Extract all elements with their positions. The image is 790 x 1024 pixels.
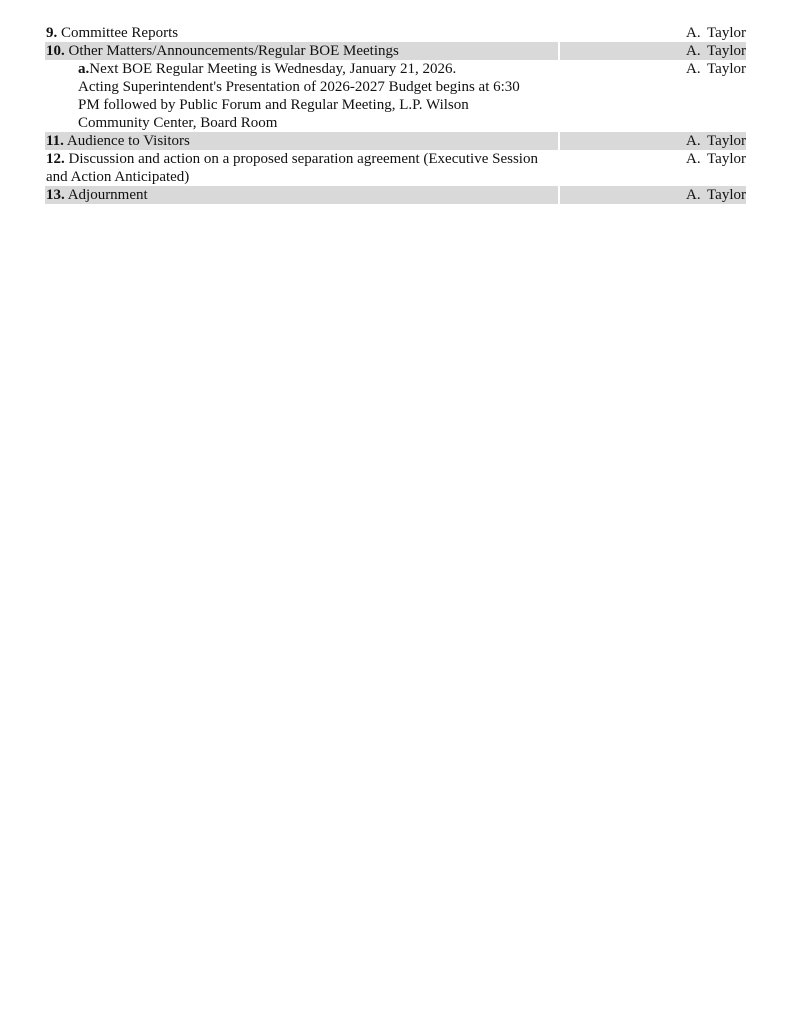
agenda-item-text — [45, 150, 558, 186]
agenda-item-text — [45, 42, 558, 60]
agenda-item-11 — [45, 132, 746, 150]
agenda-item-10 — [45, 42, 746, 60]
item-presenter: A. Taylor — [560, 186, 746, 204]
item-title: Discussion and action on a proposed separation agreement (Executive Session — [68, 151, 538, 167]
item-presenter: A. Taylor — [686, 151, 746, 167]
subitem-letter: a. — [78, 61, 90, 77]
subitem-line-3: PM followed by Public Forum and Regular Meeting, L.P. Wilson — [78, 97, 469, 113]
agenda-item-12 — [45, 150, 746, 186]
item-number: 10. — [46, 43, 65, 59]
agenda-item-9 — [45, 24, 746, 42]
subitem-line-4: Community Center, Board Room — [78, 115, 278, 131]
item-presenter: A. Taylor — [560, 132, 746, 150]
item-number: 12. — [46, 151, 65, 167]
item-title: Adjournment — [67, 187, 148, 203]
subitem-line-2: Acting Superintendent's Presentation of 2026-2027 Budget begins at 6:30 — [78, 79, 520, 95]
agenda-item-text — [45, 186, 558, 204]
item-presenter: A. Taylor — [686, 25, 746, 41]
item-title: Audience to Visitors — [66, 133, 190, 149]
agenda-item-13 — [45, 186, 746, 204]
item-number: 9. — [46, 25, 58, 41]
agenda-subitem-10a — [45, 60, 746, 132]
item-title: Other Matters/Announcements/Regular BOE Meetings — [68, 43, 399, 59]
subitem-title: Next BOE Regular Meeting is Wednesday, January 21, 2026. — [89, 61, 457, 77]
item-title-line-2: and Action Anticipated) — [46, 169, 190, 185]
item-presenter: A. Taylor — [560, 42, 746, 60]
agenda-item-text — [45, 132, 558, 150]
item-presenter: A. Taylor — [686, 61, 746, 77]
agenda-table — [45, 24, 746, 204]
agenda-item-text — [45, 24, 558, 42]
item-title: Committee Reports — [61, 25, 179, 41]
item-number: 13. — [46, 187, 65, 203]
item-number: 11. — [46, 133, 64, 149]
agenda-subitem-text — [45, 60, 558, 132]
